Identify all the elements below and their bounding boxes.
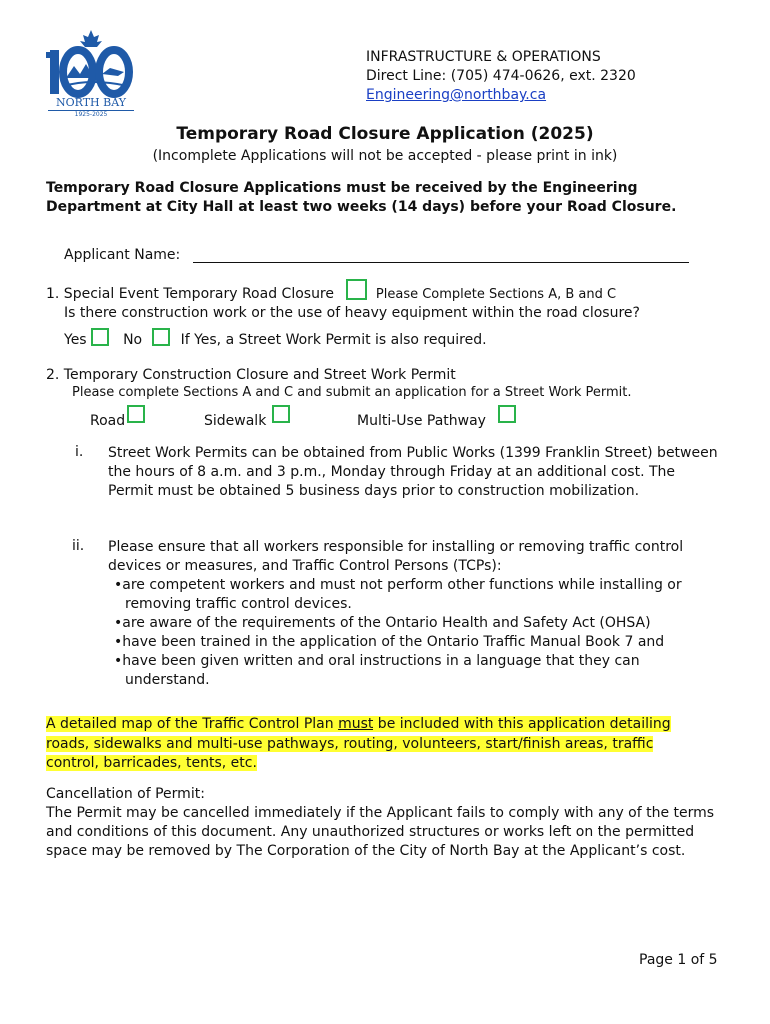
item-i-number: i. bbox=[75, 444, 84, 460]
page-subtitle: (Incomplete Applications will not be accepted - please print in ink) bbox=[152, 148, 618, 164]
email-link[interactable]: Engineering@northbay.ca bbox=[366, 87, 547, 103]
no-checkbox[interactable] bbox=[152, 328, 170, 346]
item-ii-number: ii. bbox=[72, 538, 85, 554]
department-name: INFRASTRUCTURE & OPERATIONS bbox=[366, 49, 601, 65]
yes-label: Yes bbox=[64, 332, 87, 348]
option1-note: Please Complete Sections A, B and C bbox=[375, 287, 617, 302]
map-requirement-note bbox=[46, 715, 706, 774]
multi-use-option bbox=[357, 405, 516, 429]
multi-use-label: Multi-Use Pathway bbox=[357, 413, 486, 429]
submission-notice: Temporary Road Closure Applications must be received by the Engineering Department at City Hall at least two weeks (14 days) before your Road Closure. bbox=[46, 180, 677, 215]
sidewalk-label: Sidewalk bbox=[204, 413, 267, 429]
option2-note: Please complete Sections A and C and submit an application for a Street Work Permit. bbox=[72, 385, 632, 400]
cancellation-heading: Cancellation of Permit: bbox=[46, 786, 205, 802]
if-yes-note: If Yes, a Street Work Permit is also required. bbox=[180, 332, 487, 348]
sidewalk-checkbox[interactable] bbox=[272, 405, 290, 423]
road-label: Road bbox=[90, 413, 126, 429]
list-item: •are aware of the requirements of the Ontario Health and Safety Act (OHSA) bbox=[114, 615, 651, 631]
list-item: •have been trained in the application of the Ontario Traffic Manual Book 7 and bbox=[114, 634, 665, 650]
page-number: Page 1 of 5 bbox=[639, 952, 718, 968]
logo-city-name: NORTH BAY bbox=[55, 96, 126, 109]
applicant-name-row bbox=[64, 247, 180, 263]
option1-label: 1. Special Event Temporary Road Closure bbox=[46, 286, 334, 302]
map-note-part1: A detailed map of the Traffic Control Plan bbox=[46, 716, 339, 732]
sidewalk-option bbox=[204, 405, 290, 429]
cancellation-text: The Permit may be cancelled immediately if the Applicant fails to comply with any of the terms and conditions of this document. Any unauthorized structures or works left on the permitted space may be removed by The Corporation of the City of North Bay at the Applicant’s cost. bbox=[46, 805, 715, 859]
tcp-bullet-list bbox=[114, 576, 724, 690]
construction-answer-row bbox=[64, 328, 487, 348]
road-checkbox[interactable] bbox=[127, 405, 145, 423]
yes-checkbox[interactable] bbox=[91, 328, 109, 346]
no-label: No bbox=[123, 332, 143, 348]
map-note-must: must bbox=[338, 716, 374, 732]
north-bay-logo bbox=[44, 28, 138, 120]
multi-use-checkbox[interactable] bbox=[498, 405, 516, 423]
list-item: •are competent workers and must not perform other functions while installing or removing traffic control devices. bbox=[114, 577, 682, 612]
road-option bbox=[90, 405, 145, 429]
applicant-name-label: Applicant Name: bbox=[64, 247, 181, 263]
page-title: Temporary Road Closure Application (2025) bbox=[176, 124, 594, 144]
applicant-name-field[interactable] bbox=[193, 262, 689, 263]
map-note-part2: be included with this application detailing roads, sidewalks and multi-use pathways, routing, volunteers, start/finish areas, traffic control, barricades, tents, etc. bbox=[46, 716, 671, 771]
construction-question: Is there construction work or the use of heavy equipment within the road closure? bbox=[64, 305, 640, 321]
item-ii-text: Please ensure that all workers responsible for installing or removing traffic control devices or measures, and Traffic Control Persons (TCPs): bbox=[108, 539, 684, 574]
option1-checkbox[interactable] bbox=[346, 279, 367, 300]
option2-label: 2. Temporary Construction Closure and Street Work Permit bbox=[46, 367, 456, 383]
list-item: •have been given written and oral instructions in a language that they can understand. bbox=[114, 653, 640, 688]
option1-row bbox=[46, 279, 616, 302]
logo-years: 1925-2025 bbox=[48, 110, 134, 118]
cancellation-section bbox=[46, 785, 716, 861]
header-contact bbox=[366, 48, 636, 105]
direct-line: Direct Line: (705) 474-0626, ext. 2320 bbox=[366, 68, 636, 84]
item-i-text: Street Work Permits can be obtained from Public Works (1399 Franklin Street) between the hours of 8 a.m. and 3 p.m., Monday through Friday at an additional cost. The Permit must be obtained 5 business days prior to construction mobilization. bbox=[108, 445, 718, 499]
